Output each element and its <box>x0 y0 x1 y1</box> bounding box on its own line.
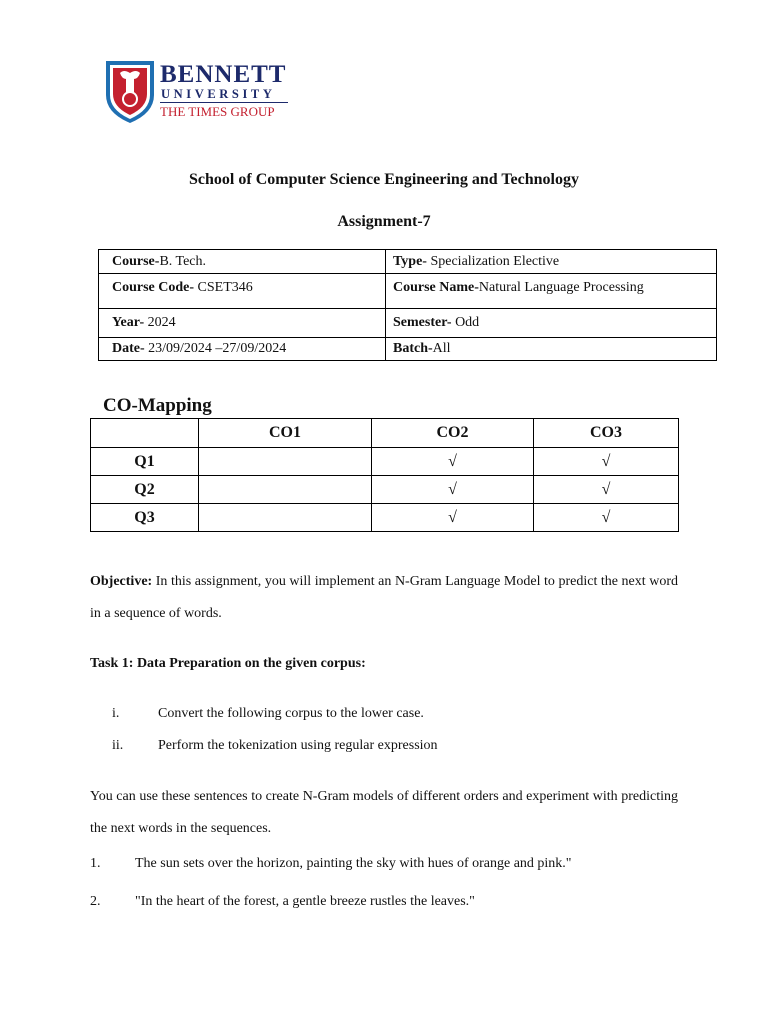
info-label: Semester- <box>393 315 452 330</box>
co-mapping-heading: CO-Mapping <box>103 395 212 416</box>
info-label: Course- <box>112 253 160 269</box>
info-row <box>99 274 717 309</box>
co-cell-co3: √ <box>534 504 679 532</box>
co-cell-co1 <box>199 476 372 504</box>
info-cell-date <box>99 338 386 361</box>
task1-title: Task 1: Data Preparation on the given corpus: <box>90 656 366 671</box>
assignment-title: Assignment-7 <box>337 213 431 230</box>
school-title: School of Computer Science Engineering and Technology <box>189 171 579 188</box>
info-cell-course-name <box>386 274 717 309</box>
co-mapping-table <box>90 418 679 532</box>
sentence-text: The sun sets over the horizon, painting the sky with hues of orange and pink." <box>135 856 572 871</box>
co-cell-co1 <box>199 504 372 532</box>
sentence-text: "In the heart of the forest, a gentle breeze rustles the leaves." <box>135 894 475 909</box>
info-label: Course Name- <box>393 280 479 295</box>
co-header-row <box>91 419 679 448</box>
logo-text-times-group: THE TIMES GROUP <box>160 104 275 119</box>
objective-label: Objective: <box>90 574 153 589</box>
info-row <box>99 309 717 338</box>
info-value: All <box>432 341 451 356</box>
logo-text-university: UNIVERSITY <box>161 87 276 101</box>
info-value: CSET346 <box>194 280 253 295</box>
shield-emblem-icon <box>104 57 156 125</box>
info-cell-type <box>386 250 717 274</box>
sentence-number: 2. <box>90 894 101 909</box>
university-logo <box>104 57 294 127</box>
co-row <box>91 476 679 504</box>
co-header-co2: CO2 <box>372 419 534 448</box>
objective-paragraph <box>90 566 678 630</box>
co-cell-co2: √ <box>372 448 534 476</box>
info-label: Batch- <box>393 341 433 356</box>
info-label: Course Code- <box>112 280 195 295</box>
co-question: Q2 <box>91 476 199 504</box>
co-row <box>91 448 679 476</box>
list-item-text: Convert the following corpus to the lower case. <box>158 706 424 721</box>
co-cell-co3: √ <box>534 448 679 476</box>
info-value: Natural Language Processing <box>478 280 644 295</box>
co-cell-co3: √ <box>534 476 679 504</box>
co-question: Q1 <box>91 448 199 476</box>
course-info-table <box>98 249 717 361</box>
info-cell-course-code <box>99 274 386 309</box>
co-header-co1: CO1 <box>199 419 372 448</box>
info-row <box>99 250 717 274</box>
intro-paragraph: You can use these sentences to create N-Gram models of different orders and experiment with predicting the next words in the sequences. <box>90 789 678 836</box>
info-cell-semester <box>386 309 717 338</box>
logo-divider <box>160 102 288 103</box>
list-item-text: Perform the tokenization using regular expression <box>158 738 438 753</box>
info-label: Year- <box>112 315 145 330</box>
info-cell-course <box>99 250 386 274</box>
info-cell-batch <box>386 338 717 361</box>
info-value: 2024 <box>144 315 176 330</box>
co-header-co3: CO3 <box>534 419 679 448</box>
co-header-empty <box>91 419 199 448</box>
info-value: Odd <box>451 315 480 330</box>
co-question: Q3 <box>91 504 199 532</box>
sentence-number: 1. <box>90 856 101 871</box>
info-row <box>99 338 717 361</box>
co-cell-co2: √ <box>372 476 534 504</box>
objective-text: In this assignment, you will implement an N-Gram Language Model to predict the next word in a sequence of words. <box>90 574 678 621</box>
list-item-number: i. <box>112 706 120 721</box>
info-value: Specialization Elective <box>426 253 560 269</box>
info-label: Date- <box>112 341 145 356</box>
info-cell-year <box>99 309 386 338</box>
info-value: B. Tech. <box>159 253 207 269</box>
info-label: Type- <box>393 253 427 269</box>
logo-text-bennett: BENNETT <box>160 61 287 88</box>
co-cell-co2: √ <box>372 504 534 532</box>
list-item-number: ii. <box>112 738 124 753</box>
info-value: 23/09/2024 –27/09/2024 <box>144 341 287 356</box>
co-row <box>91 504 679 532</box>
co-cell-co1 <box>199 448 372 476</box>
